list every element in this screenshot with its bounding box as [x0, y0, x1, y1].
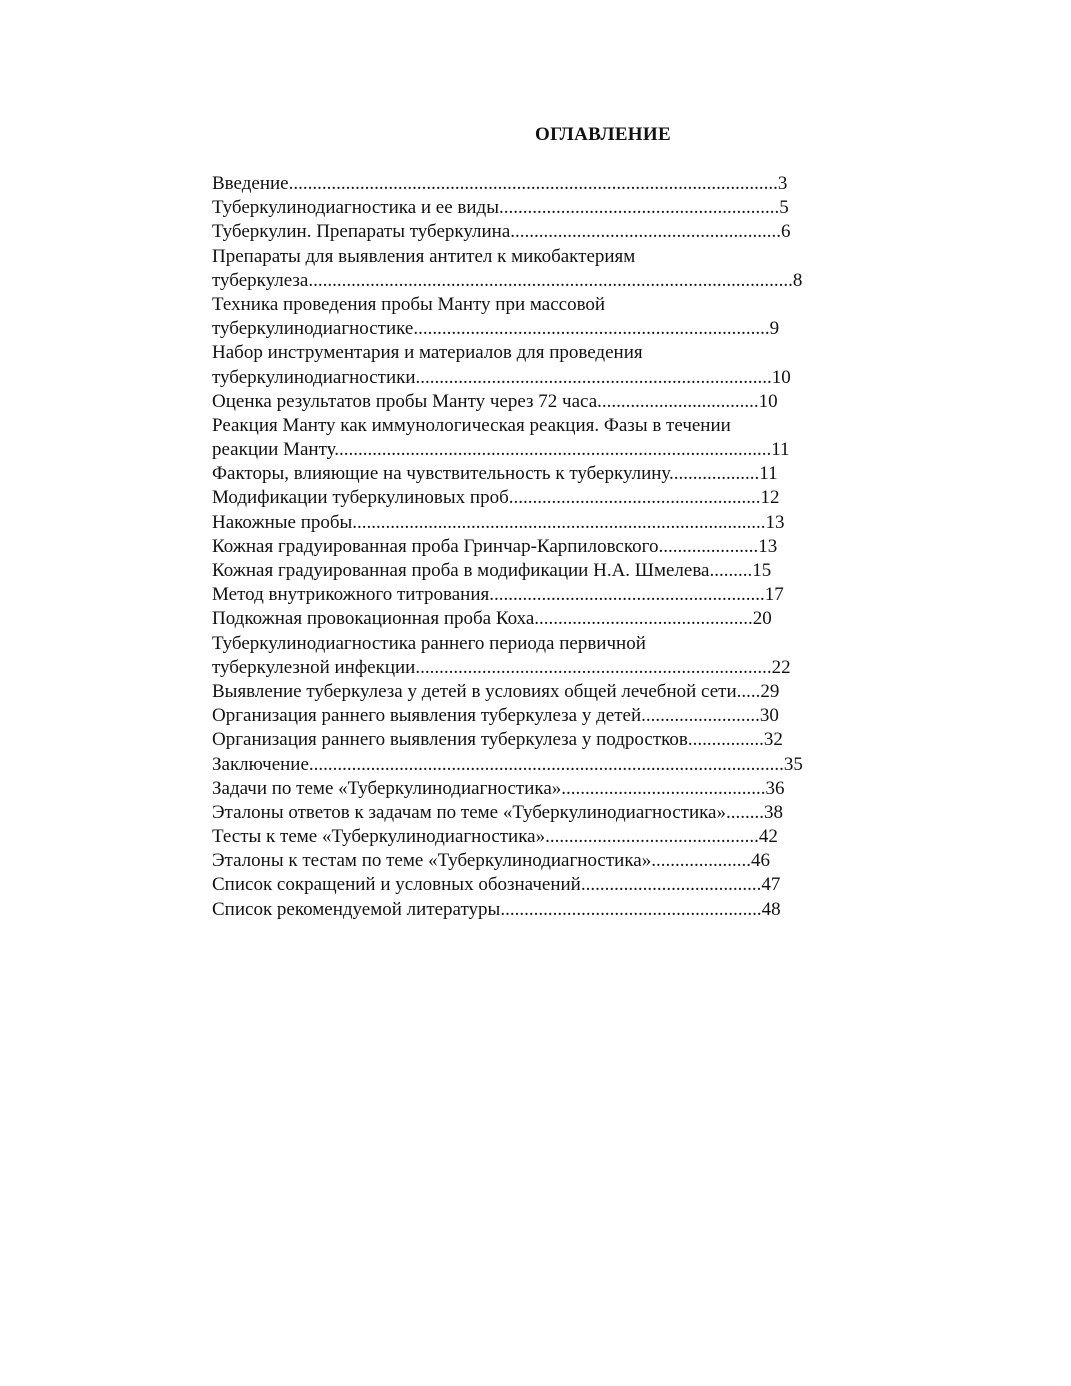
toc-entry-line: Накожные пробы.......................................................................................13 — [212, 511, 785, 533]
toc-entry-line: Туберкулинодиагностика и ее виды...........................................................5 — [212, 197, 789, 219]
page-title: ОГЛАВЛЕНИЕ — [535, 124, 671, 145]
toc-entry-line: Кожная градуированная проба в модификации Н.А. Шмелева.........15 — [212, 560, 772, 581]
toc-entry-line: Заключение....................................................................................................35 — [212, 753, 803, 775]
toc-entry-line: Препараты для выявления антител к микобактериям — [212, 245, 636, 267]
toc-entry-line: Тесты к теме «Туберкулинодиагностика».............................................42 — [212, 826, 778, 848]
toc-entry-line: Подкожная провокационная проба Коха..............................................20 — [212, 608, 772, 630]
toc-entry-line: Метод внутрикожного титрования..........................................................17 — [212, 584, 784, 606]
toc-entry-line: Введение.......................................................................................................3 — [212, 173, 788, 194]
toc-entry-line: Организация раннего выявления туберкулеза у подростков................32 — [212, 729, 783, 751]
toc-entry-line: туберкулеза......................................................................................................8 — [212, 269, 803, 291]
toc-entry-line: Техника проведения пробы Манту при массовой — [212, 293, 606, 315]
toc-entry-line: туберкулезной инфекции...........................................................................22 — [212, 656, 791, 678]
toc-entry-line: Оценка результатов пробы Манту через 72 часа..................................10 — [212, 390, 778, 412]
toc-entry-line: Эталоны к тестам по теме «Туберкулинодиагностика».....................46 — [212, 850, 770, 872]
toc-entry-line: Эталоны ответов к задачам по теме «Туберкулинодиагностика»........38 — [212, 801, 783, 823]
table-of-contents — [212, 172, 803, 922]
toc-entry-line: Задачи по теме «Туберкулинодиагностика»...........................................36 — [212, 777, 785, 799]
toc-entry-line: Туберкулин. Препараты туберкулина.........................................................6 — [212, 221, 791, 243]
toc-entry-line: Реакция Манту как иммунологическая реакция. Фазы в течении — [212, 414, 731, 436]
toc-entry-line: Список рекомендуемой литературы.......................................................48 — [212, 898, 781, 920]
toc-entry-line: реакции Манту............................................................................................11 — [212, 439, 790, 461]
toc-entry-line: Набор инструментария и материалов для проведения — [212, 342, 643, 364]
toc-entry-line: Список сокращений и условных обозначений......................................47 — [212, 874, 781, 896]
toc-entry-line: Выявление туберкулеза у детей в условиях общей лечебной сети.....29 — [212, 680, 780, 702]
toc-entry-line: туберкулинодиагностики...........................................................................10 — [212, 366, 791, 388]
toc-entry-line: туберкулинодиагностике...........................................................................9 — [212, 318, 780, 340]
toc-entry-line: Модификации туберкулиновых проб.....................................................12 — [212, 487, 780, 509]
toc-entry-line: Кожная градуированная проба Гринчар-Карпиловского.....................13 — [212, 535, 778, 557]
toc-entry-line: Факторы, влияющие на чувствительность к туберкулину...................11 — [212, 463, 778, 485]
toc-entry-line: Туберкулинодиагностика раннего периода первичной — [212, 632, 646, 654]
toc-entry-line: Организация раннего выявления туберкулеза у детей.........................30 — [212, 705, 779, 727]
